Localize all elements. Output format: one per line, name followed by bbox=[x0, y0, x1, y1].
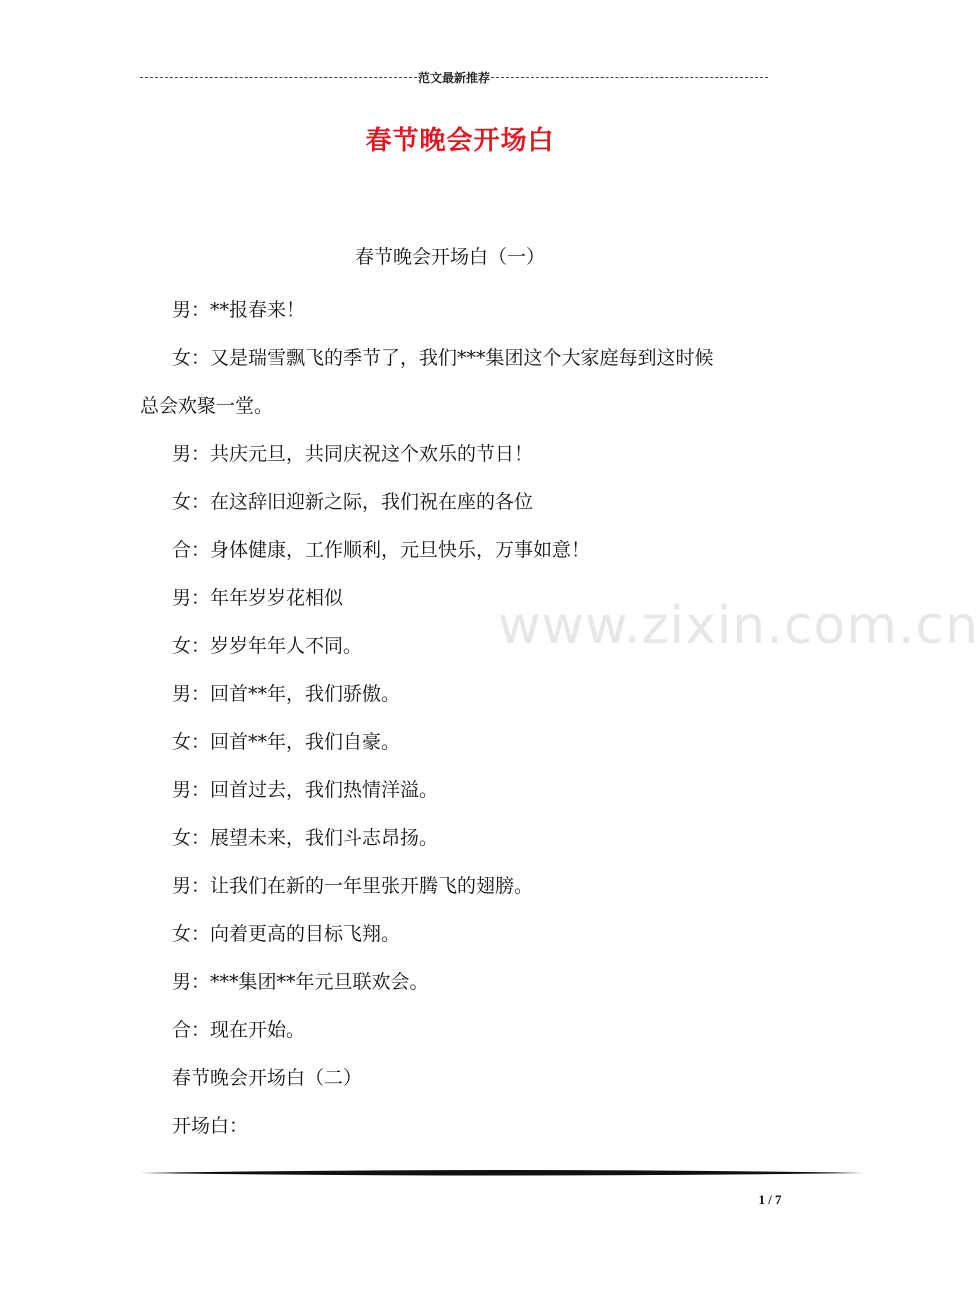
text-line: 春节晚会开场白（二） bbox=[172, 1067, 363, 1089]
text-line: 男：年年岁岁花相似 bbox=[172, 587, 344, 609]
page-header bbox=[140, 70, 768, 84]
section-title: 春节晚会开场白（一） bbox=[354, 246, 545, 268]
text-line: 女：展望未来，我们斗志昂扬。 bbox=[172, 827, 439, 849]
text-line: 女：向着更高的目标飞翔。 bbox=[172, 923, 401, 945]
text-line: 女：在这辞旧迎新之际，我们祝在座的各位 bbox=[172, 491, 534, 513]
page-number: 1 / 7 bbox=[758, 1192, 782, 1207]
text-line: 合：身体健康，工作顺利，元旦快乐，万事如意！ bbox=[172, 539, 591, 561]
text-line: 女：又是瑞雪飘飞的季节了，我们***集团这个大家庭每到这时候 bbox=[172, 347, 714, 369]
document-title: 春节晚会开场白 bbox=[365, 126, 555, 156]
header-dash-right bbox=[491, 77, 768, 78]
header-label: 范文最新推荐 bbox=[418, 70, 491, 85]
text-line: 男：共庆元旦，共同庆祝这个欢乐的节日！ bbox=[172, 443, 534, 465]
text-line: 男：回首过去，我们热情洋溢。 bbox=[172, 779, 439, 801]
text-line: 合：现在开始。 bbox=[172, 1019, 306, 1041]
footer-rule bbox=[140, 1166, 864, 1180]
text-line: 男：***集团**年元旦联欢会。 bbox=[172, 971, 429, 993]
text-line: 男：让我们在新的一年里张开腾飞的翅膀。 bbox=[172, 875, 534, 897]
text-line: 开场白： bbox=[172, 1115, 249, 1137]
text-line: 总会欢聚一堂。 bbox=[140, 395, 274, 417]
text-line: 男：**报春来！ bbox=[172, 299, 306, 321]
watermark: www.zixin.com.cn bbox=[498, 596, 979, 656]
text-line: 女：回首**年，我们自豪。 bbox=[172, 731, 401, 753]
text-line: 女：岁岁年年人不同。 bbox=[172, 635, 363, 657]
text-line: 男：回首**年，我们骄傲。 bbox=[172, 683, 401, 705]
header-dash-left bbox=[140, 77, 417, 78]
dialogue-body bbox=[140, 286, 790, 1150]
